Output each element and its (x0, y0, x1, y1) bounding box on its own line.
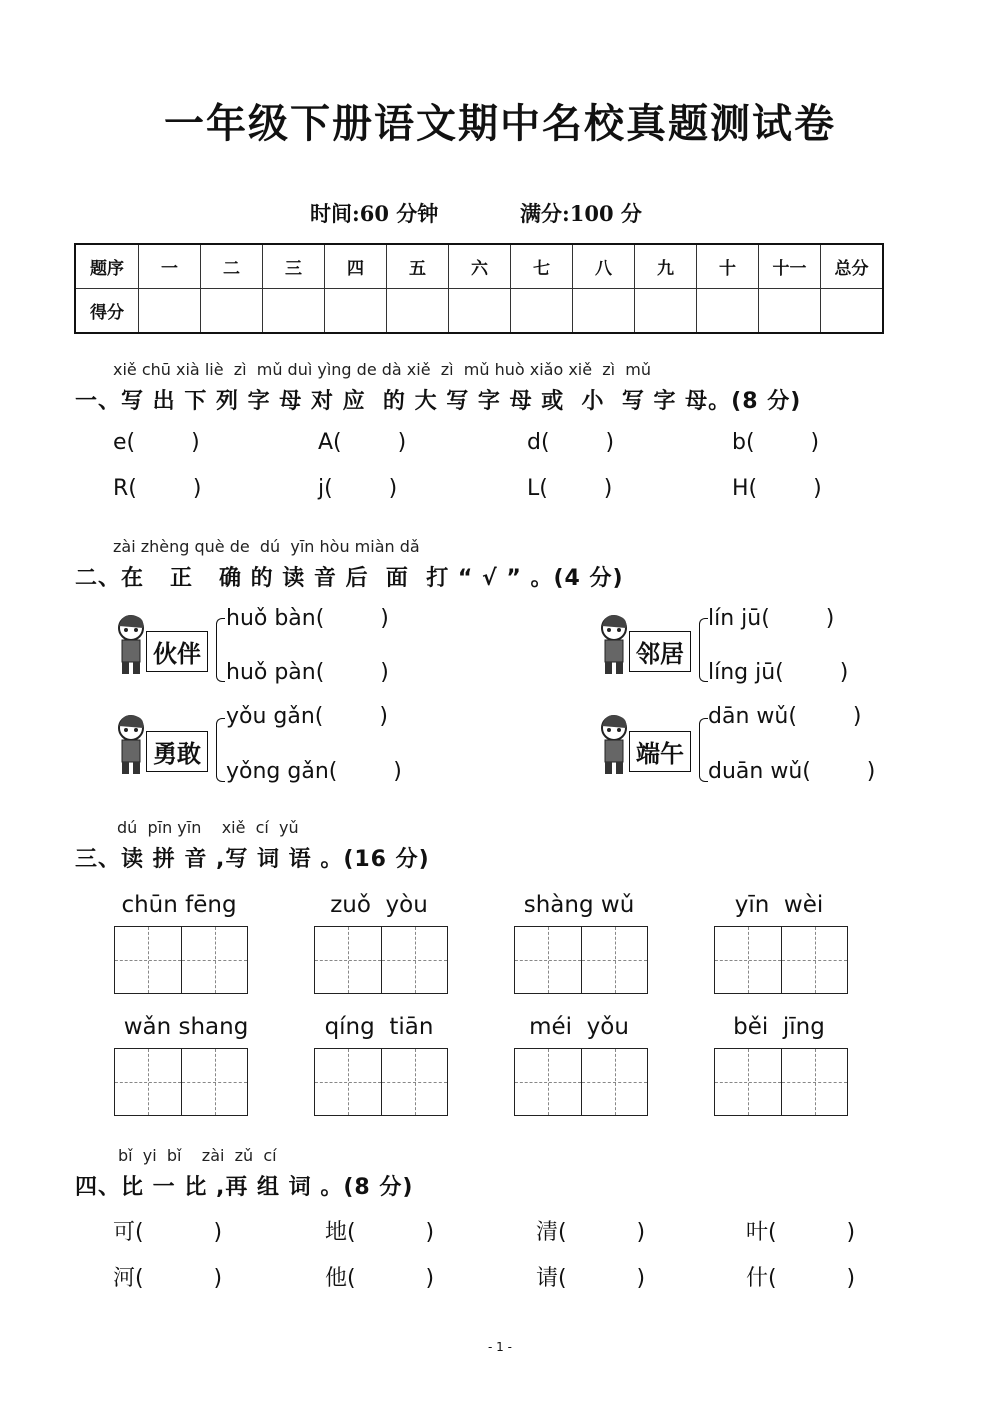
reading-option[interactable]: yǒu gǎn( ) (226, 704, 388, 729)
score-header-cell: 七 (511, 244, 573, 289)
score-header-cell: 十 (697, 244, 759, 289)
time-info: 时间:60 分钟 (310, 201, 439, 226)
score-header-cell: 十一 (759, 244, 821, 289)
reading-option[interactable]: dān wǔ( ) (708, 704, 862, 729)
word-pinyin: qíng tiān (324, 1014, 434, 1040)
score-input-cell[interactable] (201, 289, 263, 334)
brace (216, 618, 225, 682)
score-input-cell[interactable] (511, 289, 573, 334)
word-pinyin: zuǒ yòu (330, 892, 428, 918)
cartoon-child-icon (596, 612, 632, 676)
cartoon-child-icon (596, 712, 632, 776)
page-title: 一年级下册语文期中名校真题测试卷 (164, 101, 836, 147)
section1-heading: 一、写 出 下 列 字 母 对 应 的 大 写 字 母 或 小 写 字 母。(8 分) (75, 389, 802, 414)
writing-grid[interactable] (514, 1048, 648, 1116)
letter-blank[interactable]: A( ) (318, 430, 407, 455)
score-input-cell[interactable] (635, 289, 697, 334)
score-row-label: 得分 (75, 289, 139, 334)
brace (699, 718, 708, 782)
compare-blank[interactable]: 清( ) (536, 1220, 646, 1245)
word-pinyin: yīn wèi (734, 892, 824, 918)
reading-option[interactable]: huǒ pàn( ) (226, 660, 389, 685)
reading-option[interactable]: yǒng gǎn( ) (226, 759, 402, 784)
compare-blank[interactable]: 什( ) (746, 1266, 856, 1291)
score-input-cell[interactable] (697, 289, 759, 334)
score-header-cell: 八 (573, 244, 635, 289)
score-header-cell: 一 (139, 244, 201, 289)
writing-grid[interactable] (114, 926, 248, 994)
reading-option[interactable]: lín jū( ) (708, 606, 835, 631)
score-header-cell: 二 (201, 244, 263, 289)
writing-grid[interactable] (314, 1048, 448, 1116)
writing-grid[interactable] (114, 1048, 248, 1116)
letter-blank[interactable]: j( ) (318, 476, 398, 501)
score-header-cell: 五 (387, 244, 449, 289)
score-header-cell: 总分 (821, 244, 884, 289)
reading-option[interactable]: duān wǔ( ) (708, 759, 876, 784)
cartoon-child-icon (113, 612, 149, 676)
score-input-cell[interactable] (325, 289, 387, 334)
section4-pinyin: bǐ yi bǐ zài zǔ cí (118, 1146, 277, 1165)
brace (216, 718, 225, 782)
word-pinyin: shàng wǔ (523, 892, 635, 918)
word-pinyin: méi yǒu (529, 1014, 629, 1040)
word-pinyin: wǎn shang (123, 1014, 249, 1040)
score-input-cell[interactable] (573, 289, 635, 334)
word-card: 端午 (629, 731, 691, 772)
section2-heading: 二、在 正 确 的 读 音 后 面 打 “ √ ” 。(4 分) (75, 566, 624, 591)
cartoon-child-icon (113, 712, 149, 776)
writing-grid[interactable] (314, 926, 448, 994)
letter-blank[interactable]: e( ) (113, 430, 200, 455)
word-card: 伙伴 (146, 631, 208, 672)
letter-blank[interactable]: H( ) (732, 476, 822, 501)
word-card: 邻居 (629, 631, 691, 672)
score-header-cell: 三 (263, 244, 325, 289)
word-pinyin: chūn fēng (121, 892, 237, 918)
score-input-cell[interactable] (759, 289, 821, 334)
score-info: 满分:100 分 (520, 201, 642, 226)
letter-blank[interactable]: d( ) (527, 430, 615, 455)
section3-pinyin: dú pīn yīn xiě cí yǔ (117, 818, 299, 837)
section2-pinyin: zài zhèng què de dú yīn hòu miàn dǎ (113, 537, 420, 556)
letter-blank[interactable]: L( ) (527, 476, 613, 501)
compare-blank[interactable]: 河( ) (113, 1266, 223, 1291)
letter-blank[interactable]: R( ) (113, 476, 202, 501)
writing-grid[interactable] (714, 1048, 848, 1116)
page-number: - 1 - (488, 1340, 512, 1354)
score-input-cell[interactable] (263, 289, 325, 334)
score-input-cell[interactable] (139, 289, 201, 334)
section3-heading: 三、读 拼 音 ,写 词 语 。(16 分) (75, 847, 430, 872)
reading-option[interactable]: líng jū( ) (708, 660, 849, 685)
writing-grid[interactable] (514, 926, 648, 994)
section4-heading: 四、比 一 比 ,再 组 词 。(8 分) (75, 1175, 414, 1200)
reading-option[interactable]: huǒ bàn( ) (226, 606, 389, 631)
compare-blank[interactable]: 请( ) (536, 1266, 646, 1291)
word-card: 勇敢 (146, 731, 208, 772)
writing-grid[interactable] (714, 926, 848, 994)
word-pinyin: běi jīng (733, 1014, 825, 1040)
score-table (74, 243, 884, 334)
compare-blank[interactable]: 他( ) (325, 1266, 435, 1291)
score-input-cell[interactable] (449, 289, 511, 334)
score-table-score-row (75, 289, 883, 334)
score-header-cell: 六 (449, 244, 511, 289)
score-header-cell: 题序 (75, 244, 139, 289)
letter-blank[interactable]: b( ) (732, 430, 820, 455)
compare-blank[interactable]: 可( ) (113, 1220, 223, 1245)
score-input-cell[interactable] (821, 289, 884, 334)
score-table-header-row (75, 244, 883, 289)
brace (699, 618, 708, 682)
score-header-cell: 九 (635, 244, 697, 289)
score-header-cell: 四 (325, 244, 387, 289)
compare-blank[interactable]: 叶( ) (746, 1220, 856, 1245)
score-input-cell[interactable] (387, 289, 449, 334)
compare-blank[interactable]: 地( ) (325, 1220, 435, 1245)
section1-pinyin: xiě chū xià liè zì mǔ duì yìng de dà xiě zì mǔ huò xiǎo xiě zì mǔ (113, 360, 651, 379)
